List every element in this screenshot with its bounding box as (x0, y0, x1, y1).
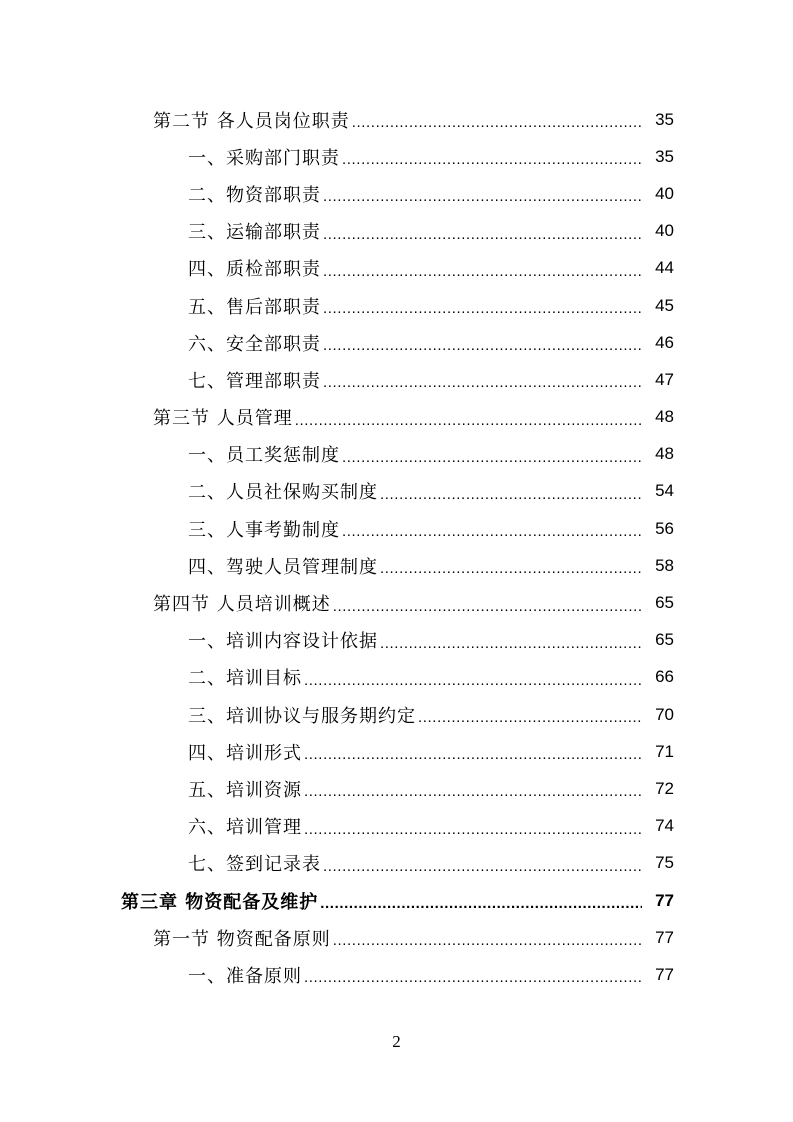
toc-entry-page: 77 (655, 890, 674, 910)
toc-entry-title: 第三节 人员管理 (153, 408, 293, 430)
toc-entry-page: 44 (655, 258, 674, 278)
toc-entry-title: 第三章 物资配备及维护 (121, 891, 319, 913)
toc-entry-page: 72 (655, 778, 674, 798)
toc-section-entry[interactable] (0, 101, 793, 138)
toc-entry-page: 48 (655, 444, 674, 464)
toc-dot-leader (304, 746, 642, 763)
toc-dot-leader (323, 858, 642, 875)
toc-item-entry[interactable] (0, 845, 793, 882)
toc-chapter-entry[interactable] (0, 882, 793, 919)
toc-dot-leader (323, 263, 642, 280)
toc-entry-title: 一、培训内容设计依据 (188, 631, 378, 653)
toc-dot-leader (320, 895, 642, 912)
toc-entry-page: 65 (655, 593, 674, 613)
toc-entry-title: 四、驾驶人员管理制度 (188, 556, 378, 578)
toc-item-entry[interactable] (0, 213, 793, 250)
toc-entry-page: 45 (655, 295, 674, 315)
toc-item-entry[interactable] (0, 733, 793, 770)
toc-entry-page: 71 (655, 741, 674, 761)
toc-dot-leader (380, 560, 642, 577)
toc-entry-page: 58 (655, 555, 674, 575)
toc-entry-title: 六、培训管理 (188, 817, 302, 839)
toc-entry-title: 二、人员社保购买制度 (188, 482, 378, 504)
toc-entry-title: 第四节 人员培训概述 (153, 594, 331, 616)
toc-entry-page: 40 (655, 221, 674, 241)
toc-entry-page: 74 (655, 816, 674, 836)
toc-item-entry[interactable] (0, 175, 793, 212)
toc-dot-leader (323, 337, 642, 354)
toc-entry-title: 五、培训资源 (188, 779, 302, 801)
toc-item-entry[interactable] (0, 808, 793, 845)
table-of-contents (0, 101, 793, 994)
toc-entry-title: 三、运输部职责 (188, 222, 321, 244)
toc-dot-leader (323, 226, 642, 243)
toc-dot-leader (304, 783, 642, 800)
toc-section-entry[interactable] (0, 584, 793, 621)
toc-dot-leader (333, 932, 642, 949)
toc-dot-leader (304, 821, 642, 838)
toc-entry-title: 七、签到记录表 (188, 854, 321, 876)
toc-entry-title: 第二节 各人员岗位职责 (153, 110, 350, 132)
toc-dot-leader (333, 598, 642, 615)
toc-entry-page: 66 (655, 667, 674, 687)
toc-entry-title: 二、培训目标 (188, 668, 302, 690)
toc-item-entry[interactable] (0, 436, 793, 473)
toc-section-entry[interactable] (0, 399, 793, 436)
toc-dot-leader (352, 114, 642, 131)
toc-entry-page: 46 (655, 332, 674, 352)
toc-item-entry[interactable] (0, 770, 793, 807)
toc-entry-page: 70 (655, 704, 674, 724)
toc-entry-page: 54 (655, 481, 674, 501)
toc-entry-page: 65 (655, 630, 674, 650)
toc-entry-title: 六、安全部职责 (188, 333, 321, 355)
toc-dot-leader (418, 709, 642, 726)
page-number: 2 (392, 1032, 401, 1051)
toc-entry-title: 三、人事考勤制度 (188, 519, 340, 541)
toc-entry-page: 40 (655, 183, 674, 203)
toc-dot-leader (295, 412, 642, 429)
toc-entry-page: 35 (655, 146, 674, 166)
toc-item-entry[interactable] (0, 696, 793, 733)
toc-item-entry[interactable] (0, 287, 793, 324)
toc-entry-title: 二、物资部职责 (188, 184, 321, 206)
toc-entry-title: 一、员工奖惩制度 (188, 445, 340, 467)
toc-item-entry[interactable] (0, 138, 793, 175)
toc-entry-page: 77 (655, 964, 674, 984)
toc-entry-title: 一、准备原则 (188, 965, 302, 987)
toc-item-entry[interactable] (0, 361, 793, 398)
toc-entry-title: 七、管理部职责 (188, 370, 321, 392)
toc-dot-leader (380, 635, 642, 652)
toc-entry-title: 四、质检部职责 (188, 259, 321, 281)
toc-dot-leader (342, 151, 642, 168)
toc-dot-leader (323, 374, 642, 391)
toc-item-entry[interactable] (0, 250, 793, 287)
toc-dot-leader (304, 969, 642, 986)
toc-entry-page: 56 (655, 518, 674, 538)
toc-item-entry[interactable] (0, 324, 793, 361)
toc-dot-leader (323, 300, 642, 317)
toc-entry-title: 五、售后部职责 (188, 296, 321, 318)
toc-entry-page: 47 (655, 369, 674, 389)
toc-entry-page: 48 (655, 407, 674, 427)
toc-dot-leader (342, 449, 642, 466)
toc-section-entry[interactable] (0, 919, 793, 956)
toc-entry-title: 一、采购部门职责 (188, 147, 340, 169)
toc-dot-leader (304, 672, 642, 689)
toc-dot-leader (380, 486, 642, 503)
toc-item-entry[interactable] (0, 547, 793, 584)
toc-entry-title: 三、培训协议与服务期约定 (188, 705, 416, 727)
toc-dot-leader (323, 188, 642, 205)
toc-entry-page: 35 (655, 109, 674, 129)
toc-item-entry[interactable] (0, 473, 793, 510)
toc-entry-page: 75 (655, 853, 674, 873)
toc-item-entry[interactable] (0, 659, 793, 696)
toc-entry-title: 四、培训形式 (188, 742, 302, 764)
toc-item-entry[interactable] (0, 956, 793, 993)
toc-entry-page: 77 (655, 927, 674, 947)
toc-item-entry[interactable] (0, 510, 793, 547)
toc-entry-title: 第一节 物资配备原则 (153, 928, 331, 950)
toc-item-entry[interactable] (0, 622, 793, 659)
toc-dot-leader (342, 523, 642, 540)
